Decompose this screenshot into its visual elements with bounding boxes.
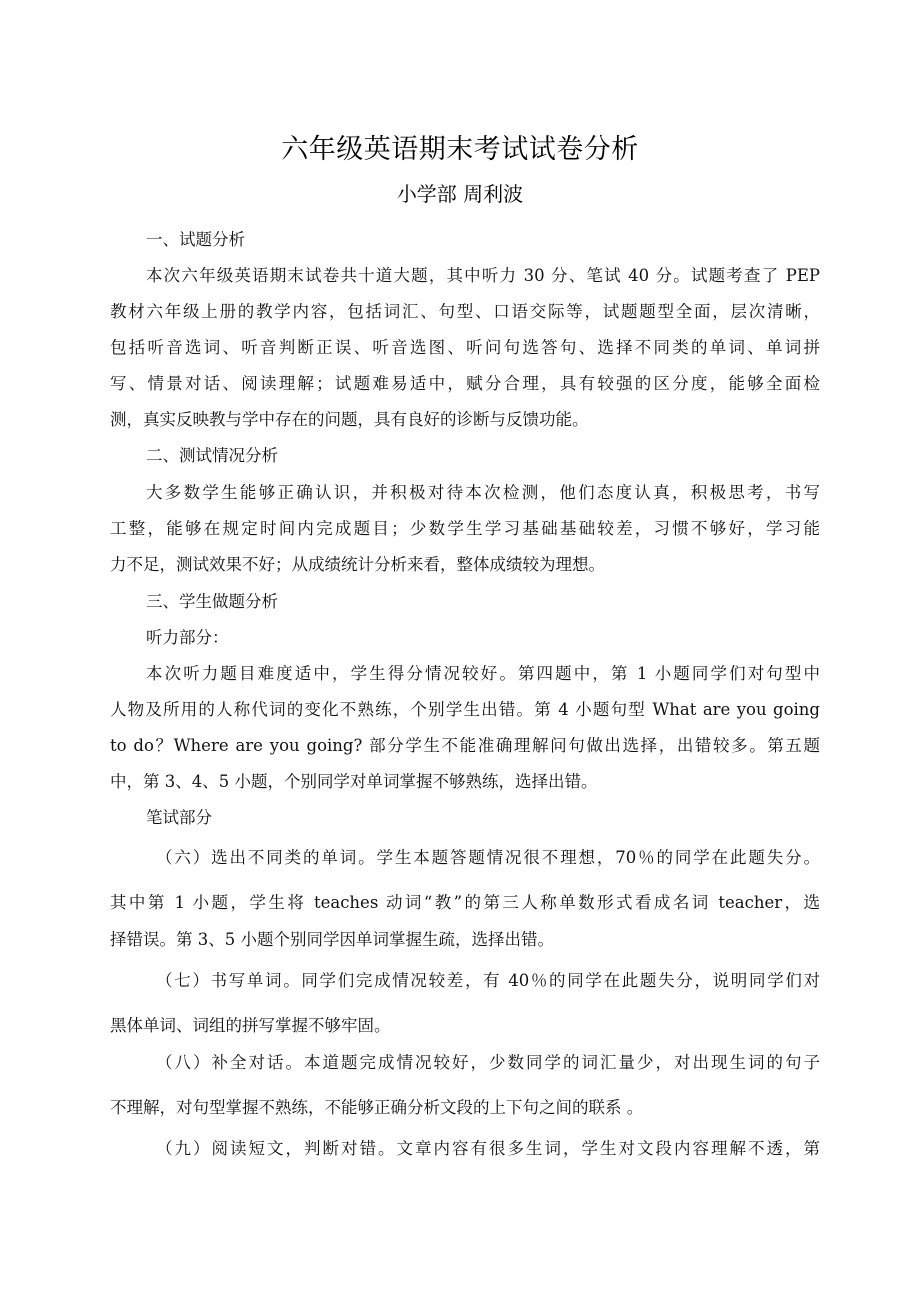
paragraph-line: 黑体单词、词组的拼写掌握不够牢固。 <box>110 1016 391 1035</box>
paragraph-line: 不理解，对句型掌握不熟练，不能够正确分析文段的上下句之间的联系 。 <box>110 1098 644 1117</box>
document-title: 六年级英语期末考试试卷分析 <box>281 134 639 165</box>
paragraph-line: 中，第 3、4、5 小题，个别同学对单词掌握不够熟练，选择出错。 <box>110 772 598 791</box>
paragraph-line: （七）书写单词。同学们完成情况较差，有 40％的同学在此题失分，说明同学们对 <box>156 971 820 990</box>
paragraph-line: 测，真实反映教与学中存在的问题，具有良好的诊断与反馈功能。 <box>110 410 589 429</box>
document-author: 小学部 周利波 <box>396 182 524 206</box>
paragraph-line: （九）阅读短文，判断对错。文章内容有很多生词，学生对文段内容理解不透，第 <box>156 1139 820 1158</box>
paragraph-line: （六）选出不同类的单词。学生本题答题情况很不理想，70％的同学在此题失分。 <box>156 848 820 867</box>
paragraph-line: 择错误。第 3、5 小题个别同学因单词掌握生疏，选择出错。 <box>110 930 554 949</box>
subheading-writing: 笔试部分 <box>146 808 212 827</box>
subheading-listening: 听力部分： <box>146 628 229 647</box>
paragraph-line: to do？Where are you going? 部分学生不能准确理解问句做出选择，出错较多。第五题 <box>110 736 820 755</box>
section-heading-test-situation: 二、测试情况分析 <box>146 446 278 465</box>
paragraph-line: 本次六年级英语期末试卷共十道大题，其中听力 30 分、笔试 40 分。试题考查了 PEP <box>146 266 820 285</box>
paragraph-line: 人物及所用的人称代词的变化不熟练，个别学生出错。第 4 小题句型 What are you going <box>110 700 820 719</box>
paragraph-line: （八）补全对话。本道题完成情况较好，少数同学的词汇量少，对出现生词的句子 <box>156 1053 820 1072</box>
paragraph-line: 本次听力题目难度适中，学生得分情况较好。第四题中，第 1 小题同学们对句型中 <box>146 664 820 683</box>
paragraph-line: 力不足，测试效果不好；从成绩统计分析来看，整体成绩较为理想。 <box>110 555 605 574</box>
section-heading-test-analysis: 一、试题分析 <box>146 230 245 249</box>
paragraph-line: 写、情景对话、阅读理解；试题难易适中，赋分合理，具有较强的区分度，能够全面检 <box>110 374 820 393</box>
section-heading-student-answers: 三、学生做题分析 <box>146 592 278 611</box>
paragraph-line: 教材六年级上册的教学内容，包括词汇、句型、口语交际等，试题题型全面，层次清晰， <box>110 302 820 321</box>
paragraph-line: 工整，能够在规定时间内完成题目；少数学生学习基础基础较差，习惯不够好，学习能 <box>110 519 820 538</box>
paragraph-line: 包括听音选词、听音判断正误、听音选图、听问句选答句、选择不同类的单词、单词拼 <box>110 338 820 357</box>
paragraph-line: 大多数学生能够正确认识，并积极对待本次检测，他们态度认真，积极思考，书写 <box>146 483 820 502</box>
paragraph-line: 其中第 1 小题，学生将 teaches 动词“教”的第三人称单数形式看成名词 teacher，选 <box>110 893 820 912</box>
